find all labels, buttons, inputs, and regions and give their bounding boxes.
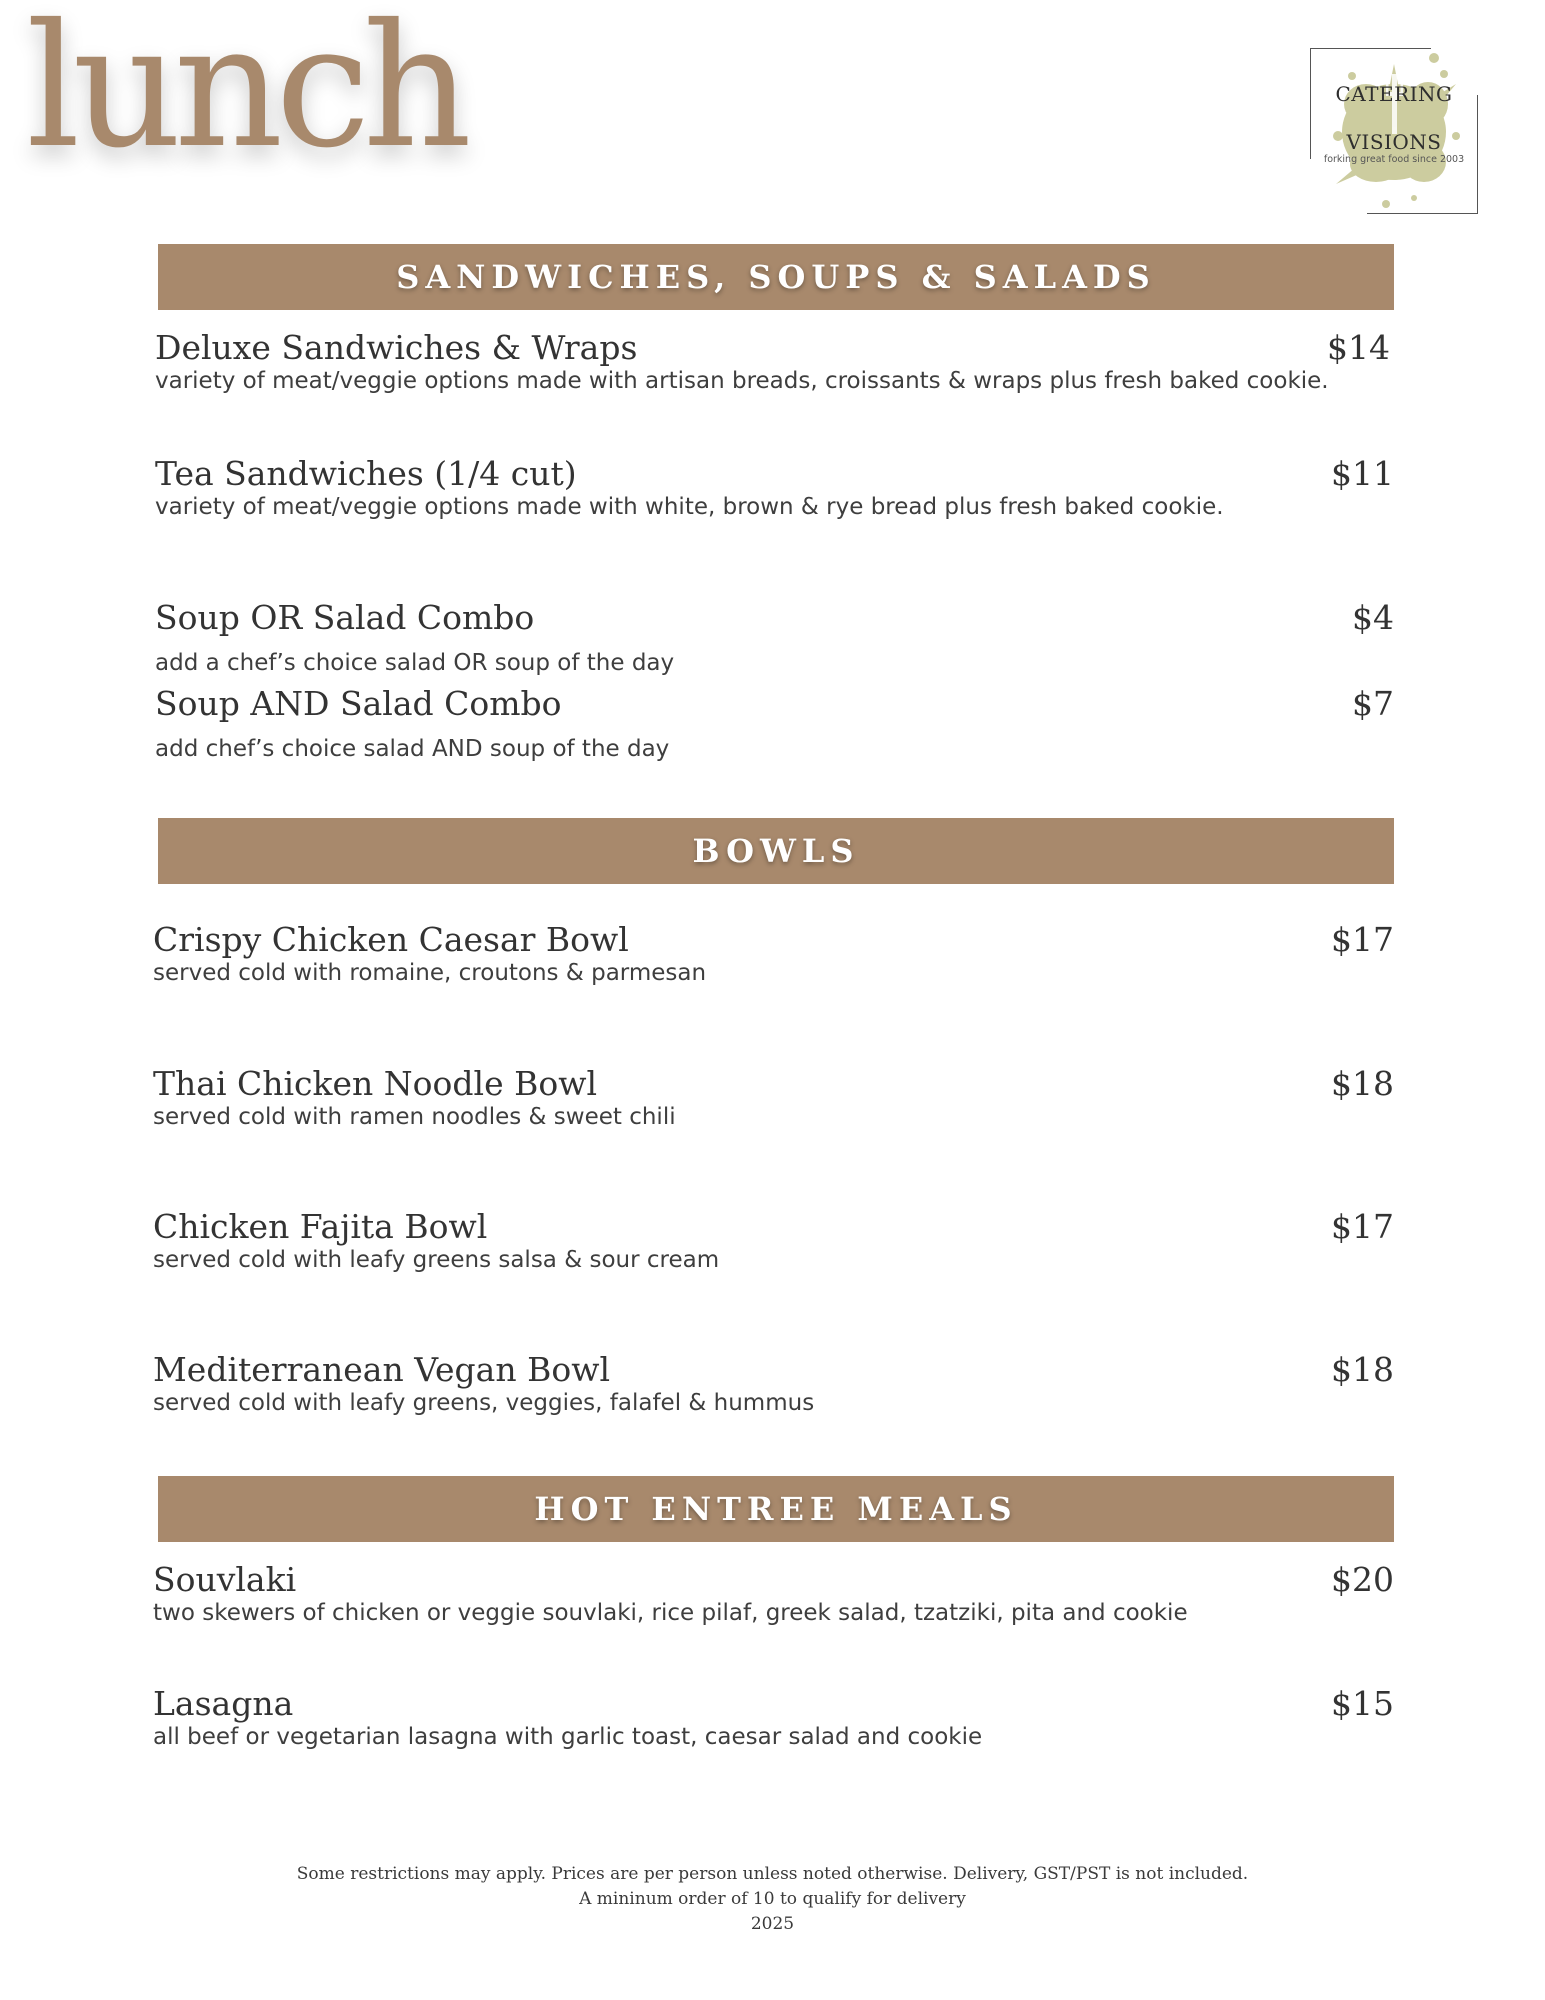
logo-word-catering: CATERING [1335,82,1453,106]
menu-item-souvlaki [153,1560,1394,1626]
item-name: Soup OR Salad Combo [155,598,535,637]
menu-item-soup-or-salad [155,598,1394,676]
item-name: Mediterranean Vegan Bowl [153,1350,611,1389]
item-name: Lasagna [153,1684,294,1723]
item-price: $20 [1331,1560,1394,1599]
item-name: Chicken Fajita Bowl [153,1207,488,1246]
item-price: $18 [1331,1350,1394,1389]
section-heading-bowls: BOWLS [158,818,1394,884]
page-title: lunch [26,0,465,186]
item-name: Deluxe Sandwiches & Wraps [155,328,638,367]
footer-restrictions: Some restrictions may apply. Prices are per person unless noted otherwise. Delivery, GST/PST is not included. [296,1864,1249,1884]
item-description: served cold with romaine, croutons & parmesan [153,960,707,986]
item-description: served cold with leafy greens salsa & sour cream [153,1247,720,1273]
item-description: add a chef’s choice salad OR soup of the day [155,650,675,676]
item-name: Souvlaki [153,1560,297,1599]
logo-word-visions: VISIONS [1346,130,1442,154]
menu-item-deluxe-sandwiches [155,328,1394,394]
item-price: $15 [1331,1684,1394,1723]
item-price: $14 [1327,328,1390,367]
item-description: add chef’s choice salad AND soup of the day [155,736,670,762]
catering-visions-logo [1310,48,1478,214]
menu-item-soup-and-salad [155,684,1394,762]
menu-item-lasagna [153,1684,1394,1750]
item-price: $4 [1352,598,1394,637]
item-name: Crispy Chicken Caesar Bowl [153,920,629,959]
item-description: served cold with ramen noodles & sweet chili [153,1104,676,1130]
item-description: two skewers of chicken or veggie souvlaki, rice pilaf, greek salad, tzatziki, pita and cookie [153,1600,1188,1626]
logo-tagline: forking great food since 2003 [1323,154,1465,165]
menu-item-vegan-bowl [153,1350,1394,1416]
item-name: Thai Chicken Noodle Bowl [153,1064,598,1103]
menu-item-fajita-bowl [153,1207,1394,1273]
menu-item-caesar-bowl [153,920,1394,986]
menu-item-thai-noodle-bowl [153,1064,1394,1130]
section-heading-sandwiches: SANDWICHES, SOUPS & SALADS [158,244,1394,310]
section-heading-hot-entree: HOT ENTREE MEALS [158,1476,1394,1542]
item-price: $17 [1331,920,1394,959]
footer-year: 2025 [750,1914,795,1934]
menu-item-tea-sandwiches [155,454,1394,520]
item-name: Tea Sandwiches (1/4 cut) [155,454,577,493]
item-description: served cold with leafy greens, veggies, falafel & hummus [153,1390,815,1416]
item-description: variety of meat/veggie options made with white, brown & rye bread plus fresh baked cookie. [155,494,1224,520]
footer-notes [0,1862,1545,1937]
item-price: $18 [1331,1064,1394,1103]
item-description: variety of meat/veggie options made with artisan breads, croissants & wraps plus fresh baked cookie. [155,368,1329,394]
item-name: Soup AND Salad Combo [155,684,562,723]
item-price: $11 [1331,454,1394,493]
item-price: $17 [1331,1207,1394,1246]
item-price: $7 [1352,684,1394,723]
footer-minimum-order: A mininum order of 10 to qualify for delivery [579,1889,966,1909]
splash-icon [1316,44,1476,214]
item-description: all beef or vegetarian lasagna with garlic toast, caesar salad and cookie [153,1724,983,1750]
